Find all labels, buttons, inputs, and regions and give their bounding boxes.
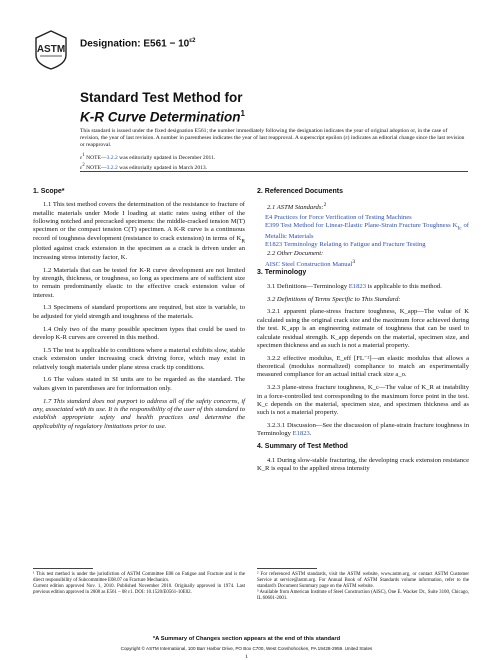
- paragraph-1-1: 1.1 This test method covers the determination of the resistance to fracture of metallic materials under Mode I loading at static rates using either of the following notched and precracked specimens: the middle-cracked tension M(T) specimen or the compact tension C(T) specimen. A K-R curve is a continuous record of toughness development (resistance to crack extension) in terms of $K_R$ plotted against crack extension in the specimen as a crack is driven under an increasing stress intensity factor, K.: [33, 201, 245, 261]
- ref-e1823: E1823 Terminology Relating to Fatigue and Fracture Testing: [265, 241, 426, 249]
- other-document-label: 2.2 Other Document:: [267, 249, 324, 257]
- e1823-link[interactable]: E1823: [348, 282, 366, 290]
- paragraph-1-6: 1.6 The values stated in SI units are to be regarded as the standard. The values given in parentheses are for information only.: [33, 376, 245, 392]
- paragraph-1-5: 1.5 The test is applicable to conditions where a material exhibits slow, stable crack extension under increasing crack driving force, which may exist in relatively tough materials under plane stress crack tip conditions.: [33, 346, 245, 371]
- title-line-2: K-R Curve Determination$^1$: [80, 109, 245, 125]
- footnote-1: ¹ This test method is under the jurisdiction of ASTM Committee E08 on Fatigue and Fracture and is the direct responsibility of Subcommittee E08.07 on Fracture Mechanics.: [33, 572, 245, 584]
- right-column: [257, 188, 469, 478]
- paragraph-3-1: 3.1 Definitions—Terminology E1823 is applicable to this method.: [267, 282, 442, 290]
- ref-e399: E399 Test Method for Linear-Elastic Plane-Strain Fracture Toughness $K_{Ic}$ of Metallic Materials: [265, 222, 469, 240]
- note-1: $\varepsilon^1$ NOTE—3.2.2 was editorially updated in December 2011.: [80, 153, 216, 161]
- paragraph-3-2-2: 3.2.2 effective modulus, E_eff [FL⁻²]—an elastic modulus that allows a theoretical (modulus normalized) compliance to match an experimentally measured compliance for an actual initial crack size a_o.: [257, 354, 469, 379]
- page-number: 1: [245, 654, 248, 660]
- ref-e4-link[interactable]: E4: [265, 213, 273, 221]
- footnote-2: ² For referenced ASTM standards, visit the ASTM website, www.astm.org, or contact ASTM Customer Service at service@astm.org. For Annual Book of ASTM Standards volume information, refer to the standard's Document Summary page on the ASTM website.: [257, 572, 469, 590]
- footnote-1-edition: Current edition approved Nov. 1, 2010. Published November 2010. Originally approved in 1974. Last previous edition approved in 2008 as E561 – 08 ε1. DOI: 10.1520/E0561-10E02.: [33, 584, 245, 596]
- paragraph-3-2-3: 3.2.3 plane-stress fracture toughness, K_c—The value of K_R at instability in a force-controlled test corresponding to the maximum force point in the test. K_c depends on the material, specimen size, and specimen thickness and as such is not a material property.: [257, 384, 469, 417]
- referenced-documents-heading: 2. Referenced Documents: [257, 188, 343, 195]
- ref-aisc: AISC Steel Construction Manual$^3$: [265, 258, 356, 269]
- left-column: [33, 188, 245, 435]
- paragraph-1-2: 1.2 Materials that can be tested for K-R curve development are not limited by strength, thickness, or toughness, so long as specimens are of sufficient size to remain predominantly elastic to the effective crack extension value of interest.: [33, 266, 245, 299]
- footnote-3: ³ Available from American Institute of Steel Construction (AISC), One E. Wacker Dr., Suite 3100, Chicago, IL 60601-2001.: [257, 590, 469, 602]
- summary-of-changes-note: *A Summary of Changes section appears at the end of this standard: [152, 636, 341, 642]
- note-2: $\varepsilon^2$ NOTE—3.2.2 was editorially updated in March 2013.: [80, 163, 208, 172]
- header-divider: [80, 171, 468, 172]
- paragraph-3-2-1: 3.2.1 apparent plane-stress fracture toughness, K_app—The value of K calculated using the original crack size and the maximum force achieved during the test. K_app is an engineering estimate of toughness that can be used to calculate residual strength. K_app depends on the material, specimen size, and specimen thickness and as such is not a material property.: [257, 308, 469, 349]
- astm-standards-label: 2.1 ASTM Standards:$^2$: [267, 202, 327, 212]
- paragraph-1-3: 1.3 Specimens of standard proportions are required, but size is variable, to be adjusted for yield strength and toughness of the materials.: [33, 304, 245, 320]
- ref-e1823-link[interactable]: E1823: [265, 241, 283, 249]
- issuance-statement: This standard is issued under the fixed designation E561; the number immediately following the designation indicates the year of original adoption or, in the case of revision, the year of last revision. A number in parentheses indicates the year of last reapproval. A superscript epsilon (ε) indicates an editorial change since the last revision or reapproval.: [80, 128, 465, 149]
- designation: Designation: $E561 - 10^{\varepsilon 2}$: [80, 38, 196, 50]
- paragraph-4-1: 4.1 During slow-stable fracturing, the developing crack extension resistance K_R is equal to the applied stress intensity: [257, 456, 469, 472]
- left-footnotes: [33, 572, 245, 596]
- paragraph-1-4: 1.4 Only two of the many possible specimen types that could be used to develop K-R curves are covered in this method.: [33, 325, 245, 341]
- document-title: [80, 90, 245, 126]
- ref-aisc-link[interactable]: AISC Steel Construction Manual: [265, 261, 353, 269]
- terminology-heading: 3. Terminology: [257, 269, 307, 277]
- paragraph-3-2: 3.2 Definitions of Terms Specific to This Standard:: [267, 295, 401, 303]
- right-footnote-rule: [257, 568, 317, 569]
- editorial-notes: [80, 152, 468, 173]
- astm-logo-icon: [33, 30, 69, 70]
- title-line-1: Standard Test Method for: [80, 90, 243, 105]
- copyright: Copyright © ASTM International, 100 Barr Harbor Drive, PO Box C700, West Conshohocken, PA 19428-2959. United States: [120, 646, 373, 651]
- ref-e4: E4 Practices for Force Verification of Testing Machines: [265, 213, 412, 221]
- note-1-link[interactable]: 3.2.2: [106, 154, 118, 161]
- scope-heading: 1. Scope*: [33, 188, 65, 195]
- ref-e399-link[interactable]: E399: [265, 222, 279, 230]
- e1823-link-2[interactable]: E1823: [292, 430, 310, 438]
- paragraph-1-7: 1.7 This standard does not purport to address all of the safety concerns, if any, associated with its use. It is the responsibility of the user of this standard to establish appropriate safety and health practices and determine the applicability of regulatory limitations prior to use.: [33, 397, 245, 430]
- note-2-link[interactable]: 3.2.2: [106, 165, 118, 172]
- right-footnotes: [257, 572, 469, 602]
- astm-logo: [33, 30, 69, 70]
- svg-text:ASTM: ASTM: [36, 44, 66, 55]
- paragraph-3-2-3-1: 3.2.3.1 Discussion—See the discussion of plane-strain fracture toughness in Terminology E1823.: [257, 422, 469, 438]
- left-footnote-rule: [33, 568, 93, 569]
- summary-heading: 4. Summary of Test Method: [257, 443, 348, 451]
